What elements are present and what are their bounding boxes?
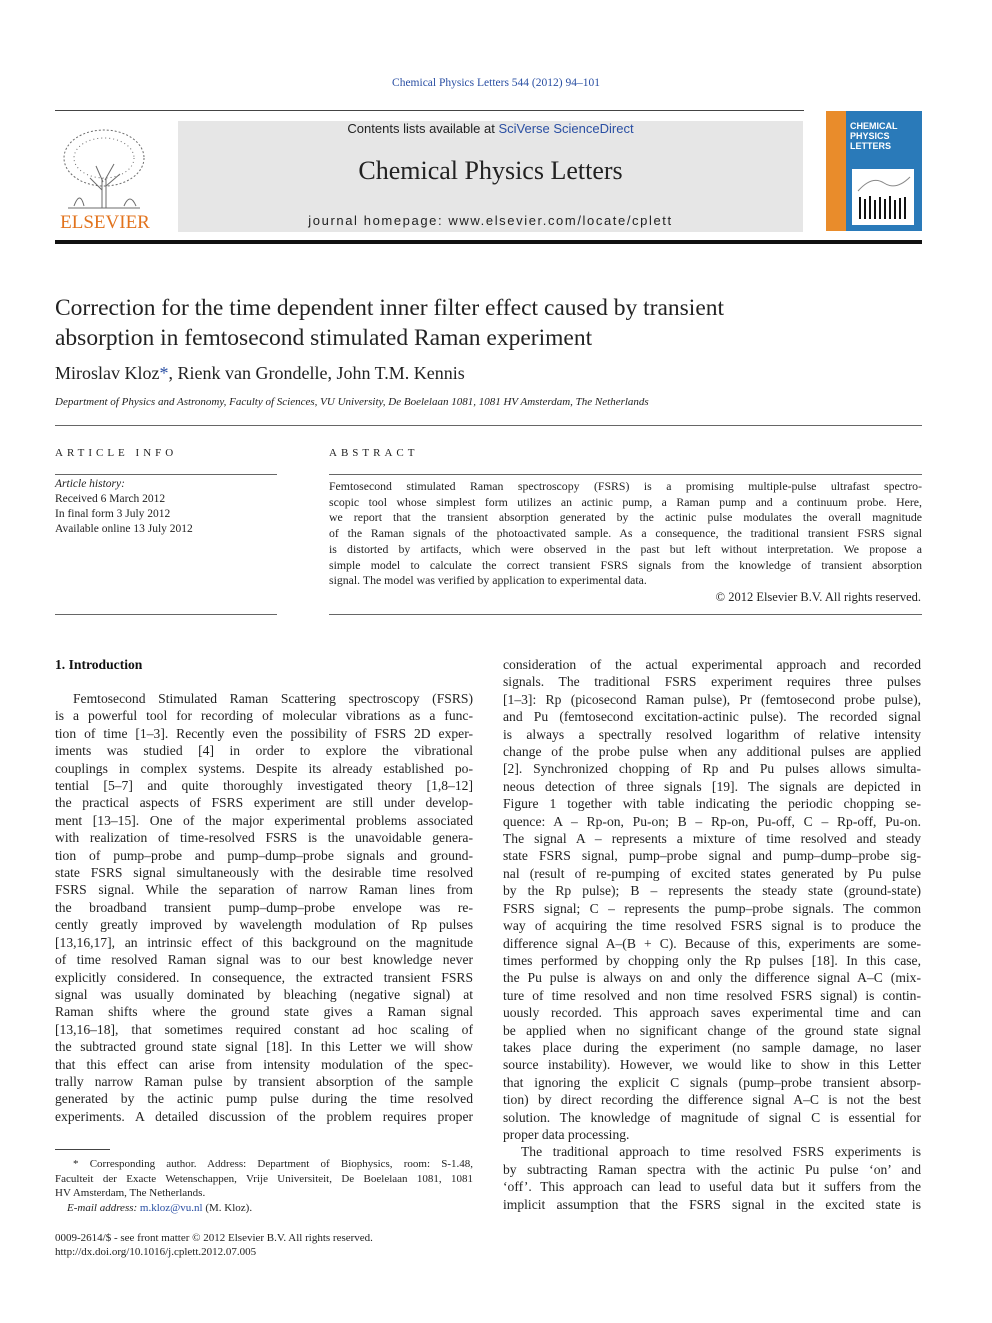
homepage-link[interactable]: www.elsevier.com/locate/cplett: [448, 213, 673, 228]
article-info-rule: [55, 474, 277, 475]
body-line: the broadband transient pump–dump–probe envelope was re-: [55, 899, 473, 915]
article-history: [55, 477, 193, 537]
body-line: [13,16,17], an intrinsic effect of this background on the magnitude: [55, 934, 473, 950]
body-line: consideration of the actual experimental approach and recorded: [503, 657, 921, 672]
body-line: [2]. Synchronized chopping of Rp and Pu pulses allows simulta-: [503, 761, 921, 777]
elsevier-logo: [54, 120, 156, 232]
body-line: Femtosecond Stimulated Raman Scattering spectroscopy (FSRS): [73, 691, 473, 706]
body-line: generated by the actinic pump pulse during the time resolved: [55, 1091, 473, 1107]
body-line: uously recorded. This approach saves experimental time and can: [503, 1005, 921, 1021]
body-line: tion) by direct recording the difference signal A–C is not the best: [503, 1092, 921, 1108]
body-line: way of acquiring the time resolved FSRS signal is to produce the: [503, 918, 921, 934]
body-line: change of the probe pulse when any additional pulses are applied: [503, 744, 921, 760]
body-line: quence: A – Rp-on, Pu-on; B – Rp-on, Pu-off, C – Rp-off, Pu-on.: [503, 813, 921, 829]
body-line: that ignoring the explicit C signals (pump–probe transient absorp-: [503, 1074, 921, 1090]
body-line: that this effect can arise from intensity modulation of the spec-: [55, 1056, 473, 1072]
cover-figure: [852, 169, 914, 225]
abstract-line: scopic tool whose simplest form utilizes an actinic pump, a Raman pump and a continuum probe. Here,: [329, 494, 922, 509]
article-info-heading: ARTICLE INFO: [55, 447, 178, 459]
body-line: The traditional approach to time resolved FSRS experiments is: [521, 1144, 921, 1160]
body-line: [13,16–18], that sometimes required constant ad hoc scaling of: [55, 1021, 473, 1037]
copyright: © 2012 Elsevier B.V. All rights reserved.: [715, 590, 921, 604]
body-line: tion of time [1–3]. Recently even the possibility of FSRS 2D exper-: [55, 725, 473, 741]
body-line: The signal A – represents a mixture of time resolved and steady: [503, 831, 921, 847]
abstract-line: we report that the transient absorption generated by the actinic pulse modulates the overall magnitude: [329, 510, 922, 525]
body-line: Figure 1 together with table indicating the periodic chopping se-: [503, 796, 921, 812]
author-list: [55, 363, 465, 384]
body-line: ture of time resolved and non time resolved FSRS signal) is contin-: [503, 987, 921, 1003]
author-names: , Rienk van Grondelle, John T.M. Kennis: [168, 363, 465, 383]
issn-line: 0009-2614/$ - see front matter © 2012 Elsevier B.V. All rights reserved.: [55, 1232, 373, 1244]
footnote-rule: [55, 1149, 110, 1150]
journal-title: Chemical Physics Letters: [358, 156, 623, 185]
homepage-prefix: journal homepage:: [308, 213, 449, 228]
body-line: cently greatly improved by wavelength modulation of Rp pulses: [55, 917, 473, 933]
cover-stripe: [826, 111, 846, 231]
body-line: is always a spectrally resolved logarithm of relative intensity: [503, 726, 921, 742]
footnote: [55, 1157, 473, 1201]
sciencedirect-link[interactable]: SciVerse ScienceDirect: [498, 121, 634, 136]
doi-link[interactable]: http://dx.doi.org/10.1016/j.cplett.2012.07.005: [55, 1246, 257, 1258]
contents-prefix: Contents lists available at: [347, 121, 499, 136]
body-line: tential [5–7] and quite thoroughly investigated theory [1,8–12]: [55, 778, 473, 794]
body-line: signal was usually dominated by bleaching (negative signal) at: [55, 986, 473, 1002]
affiliation: Department of Physics and Astronomy, Faculty of Sciences, VU University, De Boelelaan 1081, 1081 HV Amsterdam, The Netherlands: [55, 396, 649, 408]
abstract-line: Femtosecond stimulated Raman spectroscopy (FSRS) is a promising multiple-pulse ultrafast spectro-: [329, 479, 922, 493]
body-line: the subtracted ground state signal [18]. In this Letter we will show: [55, 1039, 473, 1055]
body-line: nal (result of re-pumping of excited states generated by Pu pulse: [503, 865, 921, 881]
body-line: couplings in complex systems. Despite its already established po-: [55, 760, 473, 776]
elsevier-tree-icon: [54, 120, 156, 232]
abstract-text: [329, 479, 922, 589]
body-line: ‘off’. This approach can lead to useful data but it suffers from the: [503, 1179, 921, 1195]
email-suffix: (M. Kloz).: [202, 1202, 253, 1214]
abstract-line: of the Raman signals of the photoactivated sample. As a consequence, the traditional transient FSRS signal: [329, 526, 922, 541]
history-label: Article history:: [55, 478, 125, 490]
abstract-line: signal. The model was verified by application to experimental data.: [329, 573, 647, 588]
body-line: trally narrow Raman pulse by transient absorption of the sample: [55, 1073, 473, 1089]
article-info-bottom-rule: [55, 614, 277, 615]
right-column-text: [503, 656, 921, 1213]
footnote-line: * Corresponding author. Address: Department of Biophysics, room: S-1.48,: [73, 1158, 473, 1170]
body-line: tion of pump–probe and pump–dump–probe signals and ground-: [55, 847, 473, 863]
body-line: by subtracting Raman spectra with the actinic Pu pulse ‘on’ and: [503, 1161, 921, 1177]
body-line: source instability). However, we would like to show in this Letter: [503, 1057, 921, 1073]
body-line: and Pu (femtosecond excitation-actinic pulse). The recorded signal: [503, 709, 921, 725]
section-rule: [55, 425, 922, 426]
body-line: explicitly considered. In consequence, the extracted transient FSRS: [55, 969, 473, 985]
elsevier-wordmark: ELSEVIER: [60, 212, 150, 232]
cover-title-line: LETTERS: [850, 141, 892, 151]
email-link[interactable]: m.kloz@vu.nl: [139, 1202, 203, 1214]
footnote-line: Faculteit der Exacte Wetenschappen, Vrije Universiteit, De Boelelaan 1081, 1081: [55, 1172, 473, 1185]
abstract-line: is distorted by artifacts, which were observed in the past but left without interpretation. We propose a: [329, 541, 922, 556]
body-line: be applied when no significant change of the ground state signal: [503, 1022, 921, 1038]
body-line: neous detection of three signals [19]. The signals are depicted in: [503, 778, 921, 794]
article-title-line: absorption in femtosecond stimulated Raman experiment: [55, 325, 593, 351]
body-line: signals. The traditional FSRS experiment requires three pulses: [503, 674, 921, 690]
corresponding-author-mark[interactable]: *: [159, 363, 169, 383]
body-line: solution. The knowledge of magnitude of signal C is essential for: [503, 1109, 921, 1125]
email-label: E-mail address:: [67, 1202, 138, 1214]
header-top-rule: [55, 110, 804, 111]
footnote-line: HV Amsterdam, The Netherlands.: [55, 1187, 206, 1199]
cover-title-line: PHYSICS: [850, 131, 890, 141]
body-line: the Pu pulse is always on and only the difference signal A–C (mix-: [503, 970, 921, 986]
body-line: takes place during the experiment (no sample damage, no laser: [503, 1039, 921, 1055]
body-line: difference signal A–(B + C). Because of this, experiments are some-: [503, 935, 921, 951]
body-line: ment [13–15]. One of the major experimental problems associated: [55, 812, 473, 828]
abstract-heading: ABSTRACT: [329, 447, 419, 459]
received-date: Received 6 March 2012: [55, 493, 166, 505]
body-line: iments was studied [4] in order to explore the vibrational: [55, 743, 473, 759]
body-line: by the Rp pulse); B – represents the steady state (ground-state): [503, 883, 921, 899]
journal-homepage: [178, 213, 803, 228]
body-line: [1–3]: Rp (picosecond Raman pulse), Pr (femtosecond probe pulse),: [503, 691, 921, 707]
journal-cover-image: [826, 111, 922, 231]
introduction-text: [55, 690, 473, 1125]
contents-line: [178, 121, 803, 136]
body-line: with realization of time-resolved FSRS is the unavoidable genera-: [55, 830, 473, 846]
body-line: times performed by chopping only the Rp pulses [18]. In this case,: [503, 952, 921, 968]
body-line: Raman shifts where the ground state gives a Raman signal: [55, 1004, 473, 1020]
article-title: [55, 293, 915, 353]
cover-title-line: CHEMICAL: [850, 121, 898, 131]
body-line: FSRS signal. While the separation of narrow Raman lines from: [55, 882, 473, 898]
header-bottom-rule: [55, 240, 922, 244]
body-line: state FSRS signal, pump–probe signal and pump–dump–probe sig-: [503, 848, 921, 864]
cover-title: [850, 121, 898, 151]
article-title-line: Correction for the time dependent inner filter effect caused by transient: [55, 295, 725, 321]
body-line: FSRS signal; C – represents the pump–probe signals. The common: [503, 900, 921, 916]
body-line: implicit assumption that the FSRS signal in the excited state is: [503, 1196, 921, 1212]
abstract-line: simple model to calculate the correct transient FSRS signals from the knowledge of transient absorption: [329, 557, 922, 572]
body-line: experiments. A detailed discussion of the problem requires proper: [55, 1108, 473, 1124]
body-line: proper data processing.: [503, 1126, 630, 1142]
online-date: Available online 13 July 2012: [55, 523, 193, 535]
body-line: of time resolved Raman signal was to our best knowledge never: [55, 952, 473, 968]
author-name: Miroslav Kloz: [55, 363, 160, 383]
email-line: [55, 1201, 473, 1216]
body-line: the practical aspects of FSRS experiment are still under develop-: [55, 795, 473, 811]
abstract-rule: [329, 474, 922, 475]
body-line: state FSRS signal simultaneously with the desirable time resolved: [55, 865, 473, 881]
abstract-bottom-rule: [329, 614, 922, 615]
cover-graph-icon: [852, 169, 914, 225]
revised-date: In final form 3 July 2012: [55, 508, 171, 520]
section-heading: 1. Introduction: [55, 657, 143, 672]
body-line: is a powerful tool for recording of molecular vibrations as a func-: [55, 708, 473, 724]
journal-citation[interactable]: Chemical Physics Letters 544 (2012) 94–101: [392, 77, 600, 89]
